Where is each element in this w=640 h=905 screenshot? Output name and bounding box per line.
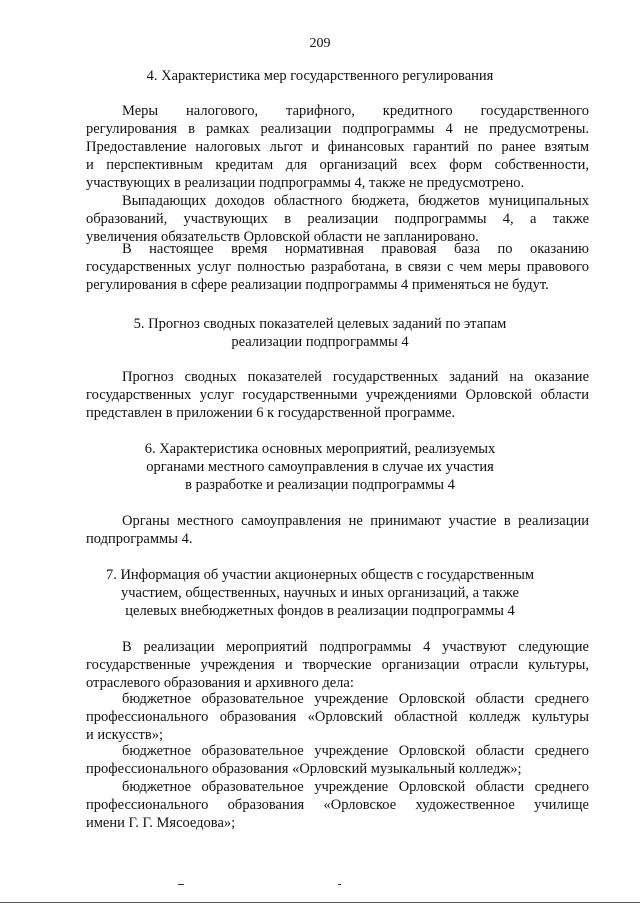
section-4-paragraph-3: [86, 240, 589, 294]
text-line: профессионального образования «Орловский музыкальный колледж»;: [86, 761, 522, 777]
text-line: государственных услуг полностью разработана, в связи с чем меры правового: [86, 259, 589, 275]
text-line: профессионального образования «Орловское художественное училище: [86, 797, 589, 813]
text-line: В реализации мероприятий подпрограммы 4 участвуют следующие: [122, 639, 589, 655]
heading-line: 7. Информация об участии акционерных обществ с государственным: [105, 567, 535, 583]
section-7-list-item: [86, 778, 589, 832]
scan-mark: [338, 884, 341, 885]
heading-line: в разработке и реализации подпрограммы 4: [185, 477, 455, 493]
text-line: Меры налогового, тарифного, кредитного государственного: [122, 103, 589, 119]
text-line: бюджетное образовательное учреждение Орловской области среднего: [122, 743, 589, 759]
text-line: бюджетное образовательное учреждение Орловской области среднего: [122, 779, 589, 795]
text-line: и перспективным кредитам для организаций всех форм собственности,: [86, 157, 589, 173]
section-7-list-item: [86, 742, 589, 778]
heading-line: целевых внебюджетных фондов в реализации подпрограммы 4: [125, 603, 515, 619]
heading-line: 5. Прогноз сводных показателей целевых заданий по этапам: [133, 316, 507, 332]
text-line: регулирования в сфере реализации подпрограммы 4 применяться не будут.: [86, 277, 549, 293]
scan-mark: [178, 884, 184, 885]
section-5-heading: [60, 315, 580, 351]
text-line: регулирования в рамках реализации подпрограммы 4 не предусмотрены.: [86, 121, 589, 137]
heading-line: реализации подпрограммы 4: [231, 334, 409, 350]
text-line: отраслевого образования и архивного дела:: [86, 675, 354, 691]
text-line: Выпадающих доходов областного бюджета, бюджетов муниципальных: [122, 193, 589, 209]
page-number: 209: [309, 36, 331, 51]
section-4-heading: [60, 67, 580, 85]
text-line: подпрограммы 4.: [86, 531, 193, 547]
section-7-paragraph-1: [86, 638, 589, 692]
section-6-paragraph-1: [86, 512, 589, 548]
heading-line: участием, общественных, научных и иных организаций, а также: [120, 585, 519, 601]
text-line: увеличения обязательств Орловской области не запланировано.: [86, 229, 479, 245]
text-line: бюджетное образовательное учреждение Орловской области среднего: [122, 691, 589, 707]
heading-line: 6. Характеристика основных мероприятий, реализуемых: [144, 441, 496, 457]
heading-line: органами местного самоуправления в случае их участия: [146, 459, 494, 475]
text-line: государственных услуг государственными учреждениями Орловской области: [86, 387, 589, 403]
section-7-heading: [60, 566, 580, 620]
text-line: имени Г. Г. Мясоедова»;: [86, 815, 236, 831]
section-7-list-item: [86, 690, 589, 744]
section-4-paragraph-1: [86, 102, 589, 192]
text-line: и искусств»;: [86, 727, 164, 743]
heading-line: 4. Характеристика мер государственного регулирования: [146, 68, 494, 84]
text-line: профессионального образования «Орловский областной колледж культуры: [86, 709, 589, 725]
text-line: представлен в приложении 6 к государственной программе.: [86, 405, 456, 421]
text-line: государственные учреждения и творческие организации отрасли культуры,: [86, 657, 589, 673]
text-line: В настоящее время нормативная правовая база по оказанию: [122, 241, 589, 257]
text-line: Органы местного самоуправления не принимают участие в реализации: [122, 513, 589, 529]
text-line: Прогноз сводных показателей государственных заданий на оказание: [122, 369, 589, 385]
section-4-paragraph-2: [86, 192, 589, 246]
text-line: Предоставление налоговых льгот и финансовых гарантий по ранее взятым: [86, 139, 589, 155]
section-6-heading: [60, 440, 580, 494]
page-bottom-edge: [0, 902, 640, 903]
text-line: образований, участвующих в реализации подпрограммы 4, а также: [86, 211, 589, 227]
text-line: участвующих в реализации подпрограммы 4, также не предусмотрено.: [86, 175, 525, 191]
section-5-paragraph-1: [86, 368, 589, 422]
